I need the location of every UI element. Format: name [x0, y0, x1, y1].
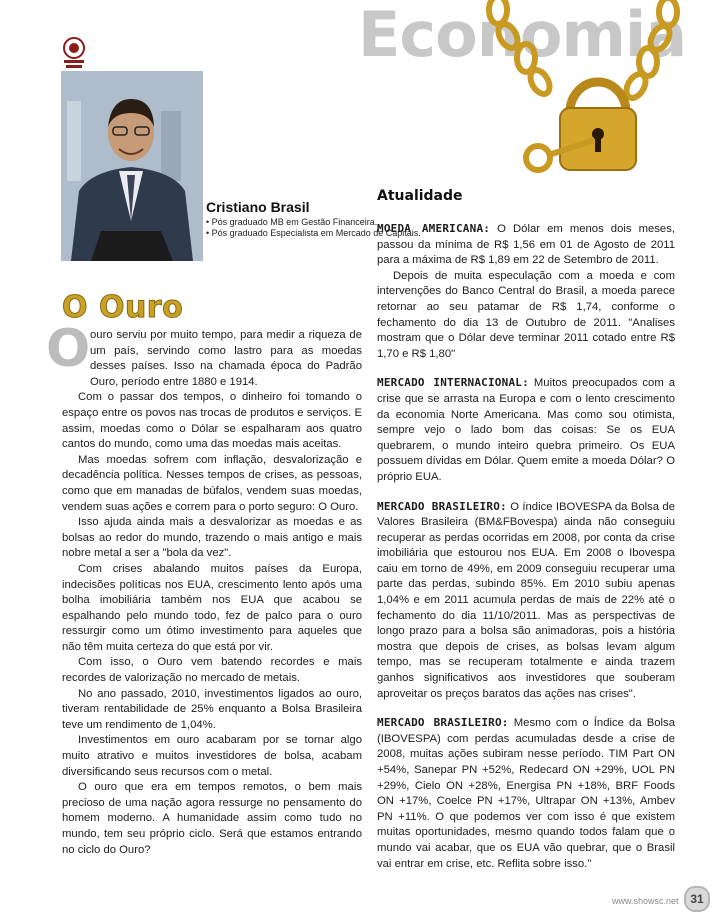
article-paragraph: Mas moedas sofrem com inflação, desvalorização e decadência política. Nesses tempos de crises, as pessoas, como que em manadas de búfalos, vendem suas moedas, vendem suas ações e correm para o porto seguro: O Ouro.: [62, 453, 362, 513]
atualidade-column: [377, 221, 675, 872]
mercado-brasileiro-paragraph-2: [377, 715, 675, 872]
article-paragraph: Com crises abalando muitos países da Europa, indecisões políticas nos EUA, crescimento lento após uma bolha imobiliária também nos EUA que acabou se espalhando pelo mundo todo, fez de palco para o ouro ressurgir como um ótimo investimento para aqueles que não têm muita certeza do que está por vir.: [62, 562, 362, 653]
mercado-internacional-lead: MERCADO INTERNACIONAL:: [377, 376, 529, 390]
moeda-americana-lead: MOEDA AMERICANA:: [377, 222, 491, 235]
article-body: [62, 328, 362, 858]
moeda-americana-paragraph-2: Depois de muita especulação com a moeda e com intervenções do Banco Central do Brasil, a moeda parece retornar ao seu patamar de R$ 1,74, conforme o fechamento do dia 13 de Outubro de 2011. "Analises mostram que o Dólar deve terminar 2011 cotado entre R$ 1,70 e R$ 1,80": [377, 269, 675, 360]
article-paragraph: Isso ajuda ainda mais a desvalorizar as moedas e as bolsas ao redor do mundo, trazendo o mais antigo e mais nobre metal a ser a "bola da vez".: [62, 516, 362, 560]
author-name: Cristiano Brasil: [206, 199, 310, 215]
article-paragraph: Com o passar dos tempos, o dinheiro foi tomando o espaço entre os povos nas trocas de produtos e serviços. E assim, moedas como o Dólar se espalharam aos quatro cantos do mundo, como uma das moedas mais aceitas.: [62, 391, 362, 451]
mercado-brasileiro-paragraph: [377, 499, 675, 703]
author-credential: • Pós graduado Especialista em Mercado de Capitais.: [206, 228, 421, 239]
page-number: 31: [684, 886, 710, 912]
mercado-brasileiro-text: O índice IBOVESPA da Bolsa de Valores Brasileira (BM&FBovespa) ainda não conseguiu recuperar as perdas ocorridas em 2008, por conta da crise imobiliária que estourou nos EUA. Em 2008 o Ibovespa caiu em torno de 49%, em 2009 conseguiu recuperar uma parte das perdas, subindo 85%. Em 2010 subiu apenas 1,04% e em 2011 acumula perdas de mais de 22% até o fechamento do dia 11/10/2011. Mas as perspectivas de longo prazo para a bolsa são animadoras, pois a história mostra que depois de crises, as bolsas levam algum tempo, mas se recuperam totalmente e ainda trazem ganhos significativos aos investidores que souberam aproveitar os preços baratos das ações nas crises".: [377, 500, 675, 700]
article-paragraph: No ano passado, 2010, investimentos ligados ao ouro, tiveram rentabilidade de 25% enquanto a Bolsa Brasileira teve um rendimento de 1,04%.: [62, 687, 362, 731]
footer-url: www.showsc.net: [612, 896, 679, 906]
article-paragraph: ouro serviu por muito tempo, para medir a riqueza de um país, servindo como lastro para as moedas desses países. Isso na chamada época do Padrão Ouro, período entre 1880 e 1914.: [90, 329, 362, 388]
article-headline: O Ouro: [62, 290, 184, 325]
emblem-icon: [62, 36, 86, 72]
mercado-internacional-text: Muitos preocupados com a crise que se arrasta na Europa e com o lento crescimento da economia Norte Americana. Mas como sou otimista, sempre vejo o lado bom das coisas: Se os EUA quebrarem, o mundo inteiro quebra primeiro. Os EUA possuem dívidas em Dólar. Quem emite a moeda Dólar? O próprio EUA.: [377, 377, 675, 483]
moeda-americana-text: O Dólar em menos dois meses, passou da mínima de R$ 1,56 em 01 de Agosto de 2011 para a máxima de R$ 1,89 em 22 de Setembro de 2011.: [377, 223, 675, 267]
mercado-internacional-paragraph: [377, 375, 675, 485]
sidebar-heading: Atualidade: [377, 188, 463, 204]
mercado-brasileiro-lead-2: MERCADO BRASILEIRO:: [377, 716, 509, 730]
article-paragraph: Investimentos em ouro acabaram por se tornar algo muito atrativo e muitos investidores de bolsa, acabam diversificando seus recursos com o metal.: [62, 734, 362, 778]
mercado-brasileiro-lead: MERCADO BRASILEIRO:: [377, 499, 507, 513]
moeda-americana-paragraph: [377, 221, 675, 269]
drop-cap: O: [46, 319, 91, 379]
article-paragraph: Com isso, o Ouro vem batendo recordes e mais recordes de valorização no mercado de metais.: [62, 656, 362, 685]
padlock-key-icon: [478, 0, 708, 195]
article-paragraph: O ouro que era em tempos remotos, o bem mais precioso de uma nação agora ressurge no pensamento do homem moderno. A humanidade assim como tudo no mundo, tem seu próprio ciclo. Será que estamos entrando no ciclo do Ouro?: [62, 781, 362, 856]
section-title: Economia: [358, 0, 687, 71]
author-photo: [61, 71, 203, 261]
mercado-brasileiro-text-2: Mesmo com o Índice da Bolsa (IBOVESPA) com perdas acumuladas desde a crise de 2008, muitas ações subiram nesse período. TIM Part ON +54%, Sanepar PN +52%, Redecard ON +29%, UOL PN +29%, Cielo ON +28%, Energisa PN +18%, BRF Foods ON +17%, Coelce PN +17%, Ultrapar ON +13%, Ambev PN +11%. O que podemos ver com isso é que existem muitas oportunidades, mesmo quando todos falam que o mundo vai acabar, que os EUA vão quebrar, que o Brasil vai entrar em crise, etc. Reflita sobre isso.": [377, 717, 675, 870]
author-credential: • Pós graduado MB em Gestão Financeira.: [206, 217, 421, 228]
